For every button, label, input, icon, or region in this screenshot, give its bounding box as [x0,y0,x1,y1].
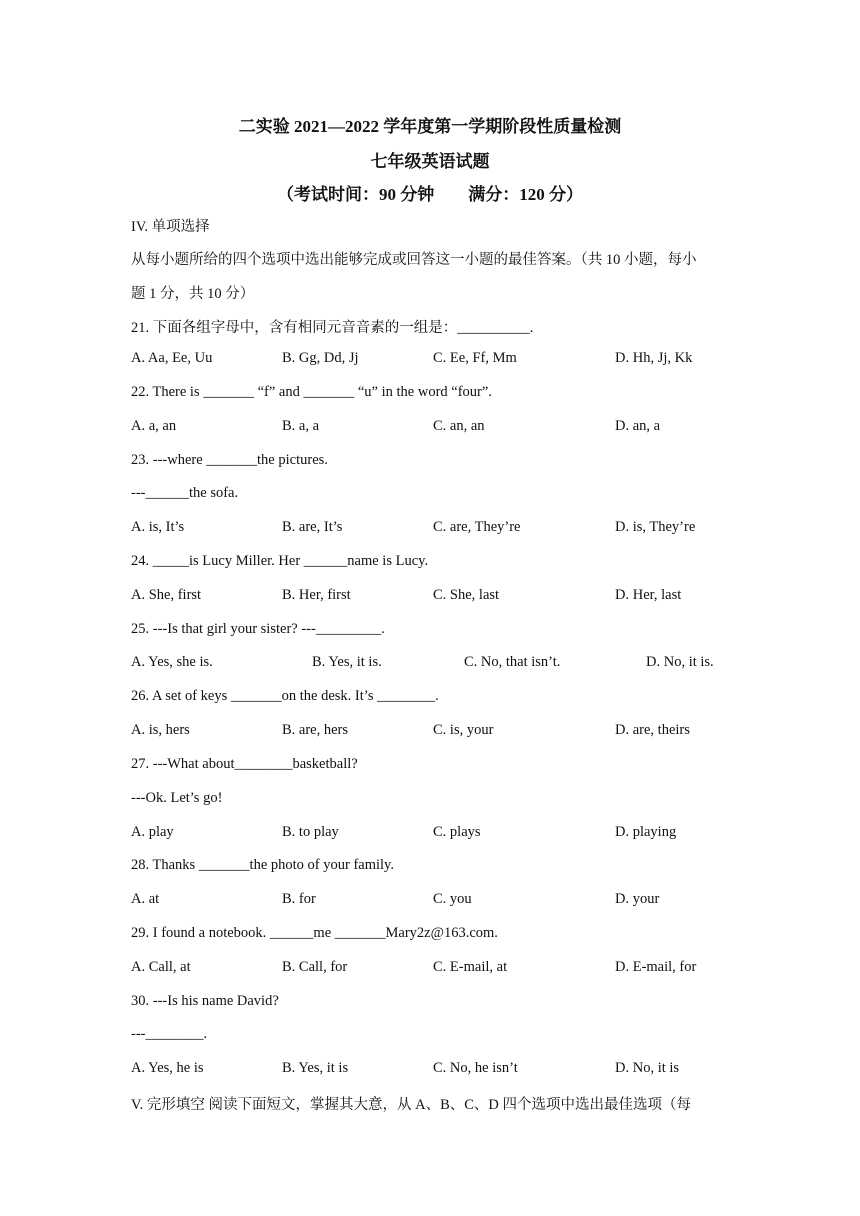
question-26-option-a[interactable]: A. is, hers [131,722,190,738]
question-22-stem: 22. There is _______ “f” and _______ “u” in the word “four”. [131,384,492,400]
question-26-stem: 26. A set of keys _______on the desk. It’s ________. [131,688,439,704]
question-22-option-c[interactable]: C. an, an [433,418,485,434]
question-25-option-b[interactable]: B. Yes, it is. [312,654,382,670]
question-25-option-d[interactable]: D. No, it is. [646,654,714,670]
question-28-option-a[interactable]: A. at [131,891,160,907]
question-22-option-b[interactable]: B. a, a [282,418,320,434]
question-25-stem: 25. ---Is that girl your sister? ---_________. [131,621,385,637]
question-26-option-c[interactable]: C. is, your [433,722,494,738]
question-30-stem: 30. ---Is his name David? [131,993,279,1009]
question-24-option-a[interactable]: A. She, first [131,587,202,603]
question-22-option-d[interactable]: D. an, a [615,418,661,434]
question-30-option-c[interactable]: C. No, he isn’t [433,1060,518,1076]
question-25-option-a[interactable]: A. Yes, she is. [131,654,213,670]
question-24-option-c[interactable]: C. She, last [433,587,500,603]
question-24-option-b[interactable]: B. Her, first [282,587,351,603]
question-27-option-d[interactable]: D. playing [615,824,677,840]
exam-subtitle: 七年级英语试题 [370,152,490,171]
question-24-option-d[interactable]: D. Her, last [615,587,682,603]
question-27-option-b[interactable]: B. to play [282,824,339,840]
question-25-option-c[interactable]: C. No, that isn’t. [464,654,561,670]
question-22-option-a[interactable]: A. a, an [131,418,177,434]
question-26-option-b[interactable]: B. are, hers [282,722,349,738]
question-26-option-d[interactable]: D. are, theirs [615,722,690,738]
exam-title: 二实验 2021—2022 学年度第一学期阶段性质量检测 [238,117,622,136]
question-30-option-d[interactable]: D. No, it is [615,1060,680,1076]
question-21-option-b[interactable]: B. Gg, Dd, Jj [282,350,359,366]
question-30-stem-line2: ---________. [131,1026,208,1042]
question-29-option-c[interactable]: C. E-mail, at [433,959,508,975]
section5-heading: V. 完形填空 阅读下面短文，掌握其大意，从 A、B、C、D 四个选项中选出最佳选项（每 [131,1097,692,1113]
question-23-stem: 23. ---where _______the pictures. [131,452,328,468]
question-21-stem: 21. 下面各组字母中，含有相同元音音素的一组是：__________. [131,320,534,336]
question-28-option-b[interactable]: B. for [282,891,316,907]
question-29-option-b[interactable]: B. Call, for [282,959,348,975]
section4-instruction-line1: 从每小题所给的四个选项中选出能够完成或回答这一小题的最佳答案。（共 10 小题，每小 [131,252,697,268]
question-21-option-a[interactable]: A. Aa, Ee, Uu [131,350,213,366]
question-23-option-c[interactable]: C. are, They’re [433,519,521,535]
question-27-stem-line2: ---Ok. Let’s go! [131,790,223,806]
question-27-option-a[interactable]: A. play [131,824,174,840]
question-23-stem-line2: ---______the sofa. [131,485,239,501]
question-23-option-a[interactable]: A. is, It’s [131,519,185,535]
question-30-option-a[interactable]: A. Yes, he is [131,1060,204,1076]
section4-heading: IV. 单项选择 [131,219,210,235]
section4-instruction-line2: 题 1 分，共 10 分） [131,286,255,302]
question-21-option-d[interactable]: D. Hh, Jj, Kk [615,350,693,366]
question-23-option-b[interactable]: B. are, It’s [282,519,343,535]
question-28-stem: 28. Thanks _______the photo of your family. [131,857,394,873]
question-27-stem: 27. ---What about________basketball? [131,756,358,772]
question-21-option-c[interactable]: C. Ee, Ff, Mm [433,350,517,366]
question-29-stem: 29. I found a notebook. ______me _______Mary2z@163.com. [131,925,498,941]
question-27-option-c[interactable]: C. plays [433,824,481,840]
question-23-option-d[interactable]: D. is, They’re [615,519,696,535]
question-24-stem: 24. _____is Lucy Miller. Her ______name is Lucy. [131,553,429,569]
exam-info: （考试时间：90 分钟 满分：120 分） [277,185,583,204]
question-28-option-d[interactable]: D. your [615,891,660,907]
question-29-option-d[interactable]: D. E-mail, for [615,959,697,975]
question-28-option-c[interactable]: C. you [433,891,472,907]
question-29-option-a[interactable]: A. Call, at [131,959,191,975]
question-30-option-b[interactable]: B. Yes, it is [282,1060,349,1076]
